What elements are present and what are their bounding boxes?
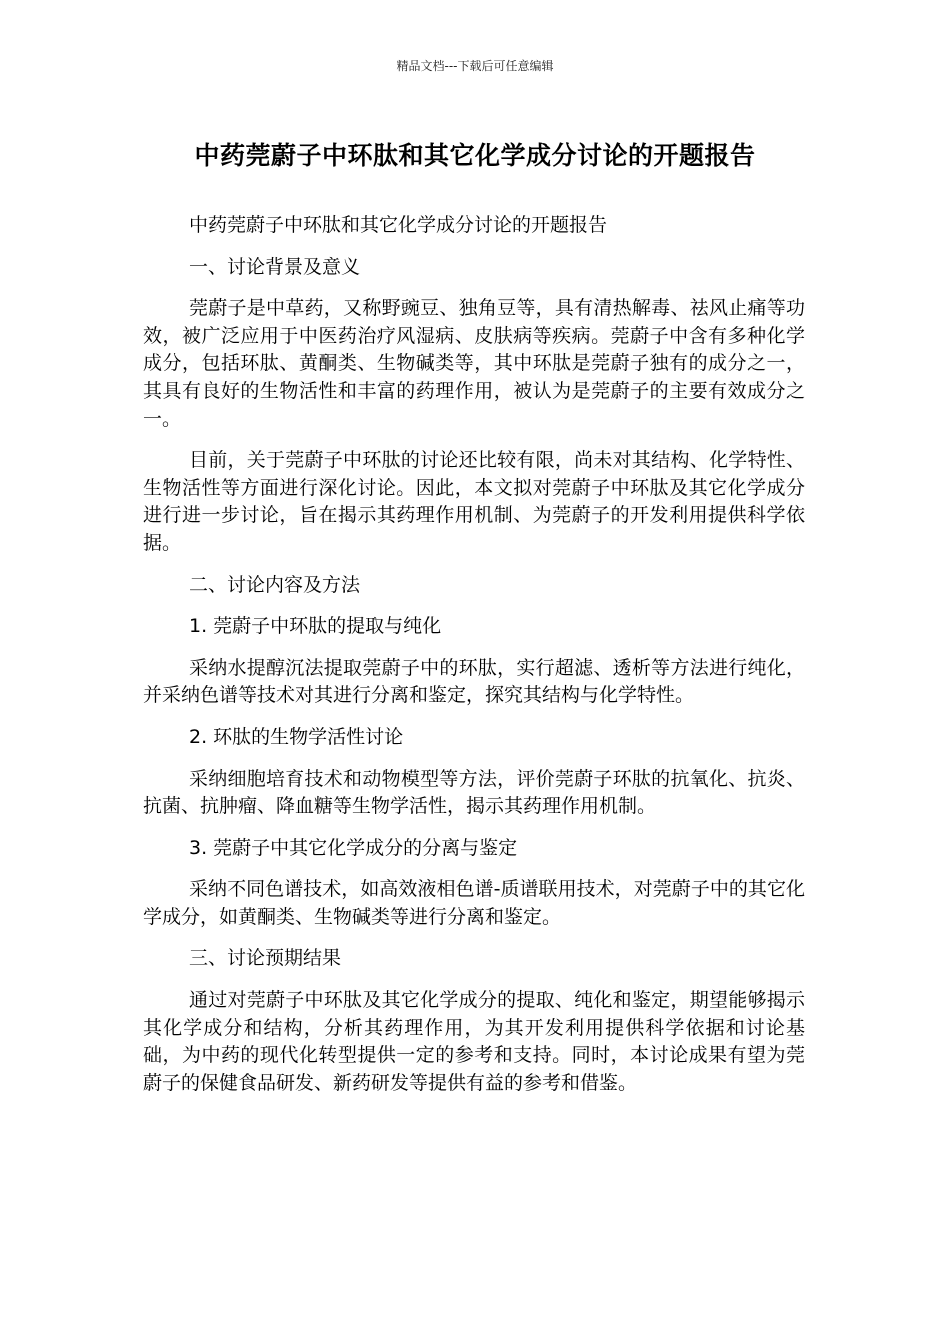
body-paragraph: 采纳细胞培育技术和动物模型等方法，评价莞蔚子环肽的抗氧化、抗炎、抗菌、抗肿瘤、降血糖等生物学活性，揭示其药理作用机制。 xyxy=(143,767,805,818)
body-paragraph: 采纳水提醇沉法提取莞蔚子中的环肽，实行超滤、透析等方法进行纯化，并采纳色谱等技术对其进行分离和鉴定，探究其结构与化学特性。 xyxy=(143,656,805,707)
subsection-heading-2: 2. 环肽的生物学活性讨论 xyxy=(189,725,404,748)
page-header: 精品文档---下载后可任意编辑 xyxy=(396,59,554,73)
body-paragraph: 目前，关于莞蔚子中环肽的讨论还比较有限，尚未对其结构、化学特性、生物活性等方面进行深化讨论。因此，本文拟对莞蔚子中环肽及其它化学成分进行进一步讨论，旨在揭示其药理作用机制、为莞蔚子的开发利用提供科学依据。 xyxy=(143,449,805,554)
body-paragraph: 莞蔚子是中草药，又称野豌豆、独角豆等，具有清热解毒、祛风止痛等功效，被广泛应用于中医药治疗风湿病、皮肤病等疾病。莞蔚子中含有多种化学成分，包括环肽、黄酮类、生物碱类等，其中环肽是莞蔚子独有的成分之一，其具有良好的生物活性和丰富的药理作用，被认为是莞蔚子的主要有效成分之一。 xyxy=(143,297,805,430)
section-heading-expected-results: 三、讨论预期结果 xyxy=(189,947,342,970)
subsection-heading-1: 1. 莞蔚子中环肽的提取与纯化 xyxy=(189,615,442,638)
document-body xyxy=(143,212,805,1111)
document-title: 中药莞蔚子中环肽和其它化学成分讨论的开题报告 xyxy=(194,141,756,170)
section-heading-background: 一、讨论背景及意义 xyxy=(189,255,361,278)
section-heading-content-methods: 二、讨论内容及方法 xyxy=(189,573,361,596)
subsection-heading-3: 3. 莞蔚子中其它化学成分的分离与鉴定 xyxy=(189,836,518,859)
body-paragraph: 采纳不同色谱技术，如高效液相色谱-质谱联用技术，对莞蔚子中的其它化学成分，如黄酮类、生物碱类等进行分离和鉴定。 xyxy=(143,878,805,928)
subtitle-paragraph: 中药莞蔚子中环肽和其它化学成分讨论的开题报告 xyxy=(189,214,608,236)
body-paragraph: 通过对莞蔚子中环肽及其它化学成分的提取、纯化和鉴定，期望能够揭示其化学成分和结构，分析其药理作用，为其开发利用提供科学依据和讨论基础，为中药的现代化转型提供一定的参考和支持。同时，本讨论成果有望为莞蔚子的保健食品研发、新药研发等提供有益的参考和借鉴。 xyxy=(143,989,805,1094)
